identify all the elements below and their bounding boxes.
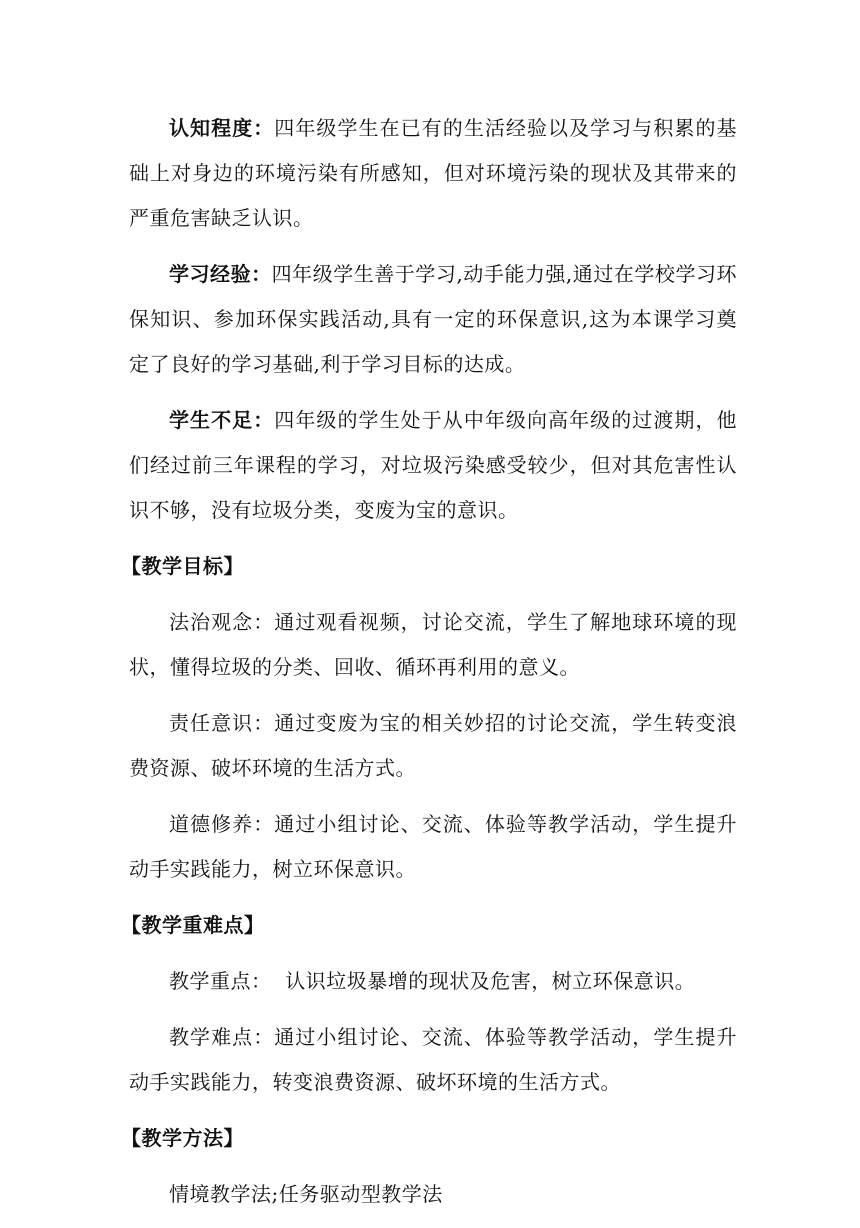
paragraph-methods [129, 1172, 737, 1217]
document-body [121, 106, 738, 1228]
paragraph-lead: 学习经验： [169, 262, 272, 286]
paragraph-text: 四年级学生在已有的生活经验以及学习与积累的基础上对身边的环境污染有所感知，但对环境污染的现状及其带来的严重危害缺乏认识。 [129, 116, 738, 230]
paragraph-lead: 认知程度： [169, 116, 275, 140]
paragraph-text: 教学重点： 认识垃圾暴增的现状及危害，树立环保意识。 [169, 969, 696, 993]
paragraph-text: 法治观念：通过观看视频，讨论交流，学生了解地球环境的现状，懂得垃圾的分类、回收、循环再利用的意义。 [129, 610, 737, 679]
paragraph-learning-experience [129, 252, 737, 387]
paragraph-text: 情境教学法;任务驱动型教学法 [169, 1182, 443, 1206]
paragraph-text: 责任意识：通过变废为宝的相关妙招的讨论交流，学生转变浪费资源、破坏环境的生活方式。 [129, 711, 737, 780]
paragraph-morality [129, 802, 737, 892]
paragraph-text: 四年级的学生处于从中年级向高年级的过渡期，他们经过前三年课程的学习，对垃圾污染感受较少，但对其危害性认识不够，没有垃圾分类，变废为宝的意识。 [129, 408, 738, 522]
section-heading-teaching-methods: 【教学方法】 [121, 1126, 244, 1150]
paragraph-difficult-point [129, 1015, 737, 1105]
paragraph-rule-of-law [129, 600, 737, 690]
paragraph-text: 教学难点：通过小组讨论、交流、体验等教学活动，学生提升动手实践能力，转变浪费资源、破坏环境的生活方式。 [129, 1025, 737, 1094]
section-heading-teaching-goals: 【教学目标】 [121, 554, 244, 578]
paragraph-cognition [129, 106, 737, 241]
section-heading-key-points: 【教学重难点】 [121, 913, 265, 937]
paragraph-key-point [129, 959, 737, 1004]
paragraph-lead: 学生不足： [169, 408, 275, 432]
paragraph-text: 道德修养：通过小组讨论、交流、体验等教学活动，学生提升动手实践能力，树立环保意识。 [129, 812, 737, 881]
paragraph-responsibility [129, 701, 737, 791]
paragraph-student-shortcomings [129, 398, 737, 533]
paragraph-text: 四年级学生善于学习,动手能力强,通过在学校学习环保知识、参加环保实践活动,具有一定的环保意识,这为本课学习奠定了良好的学习基础,利于学习目标的达成。 [129, 262, 737, 376]
